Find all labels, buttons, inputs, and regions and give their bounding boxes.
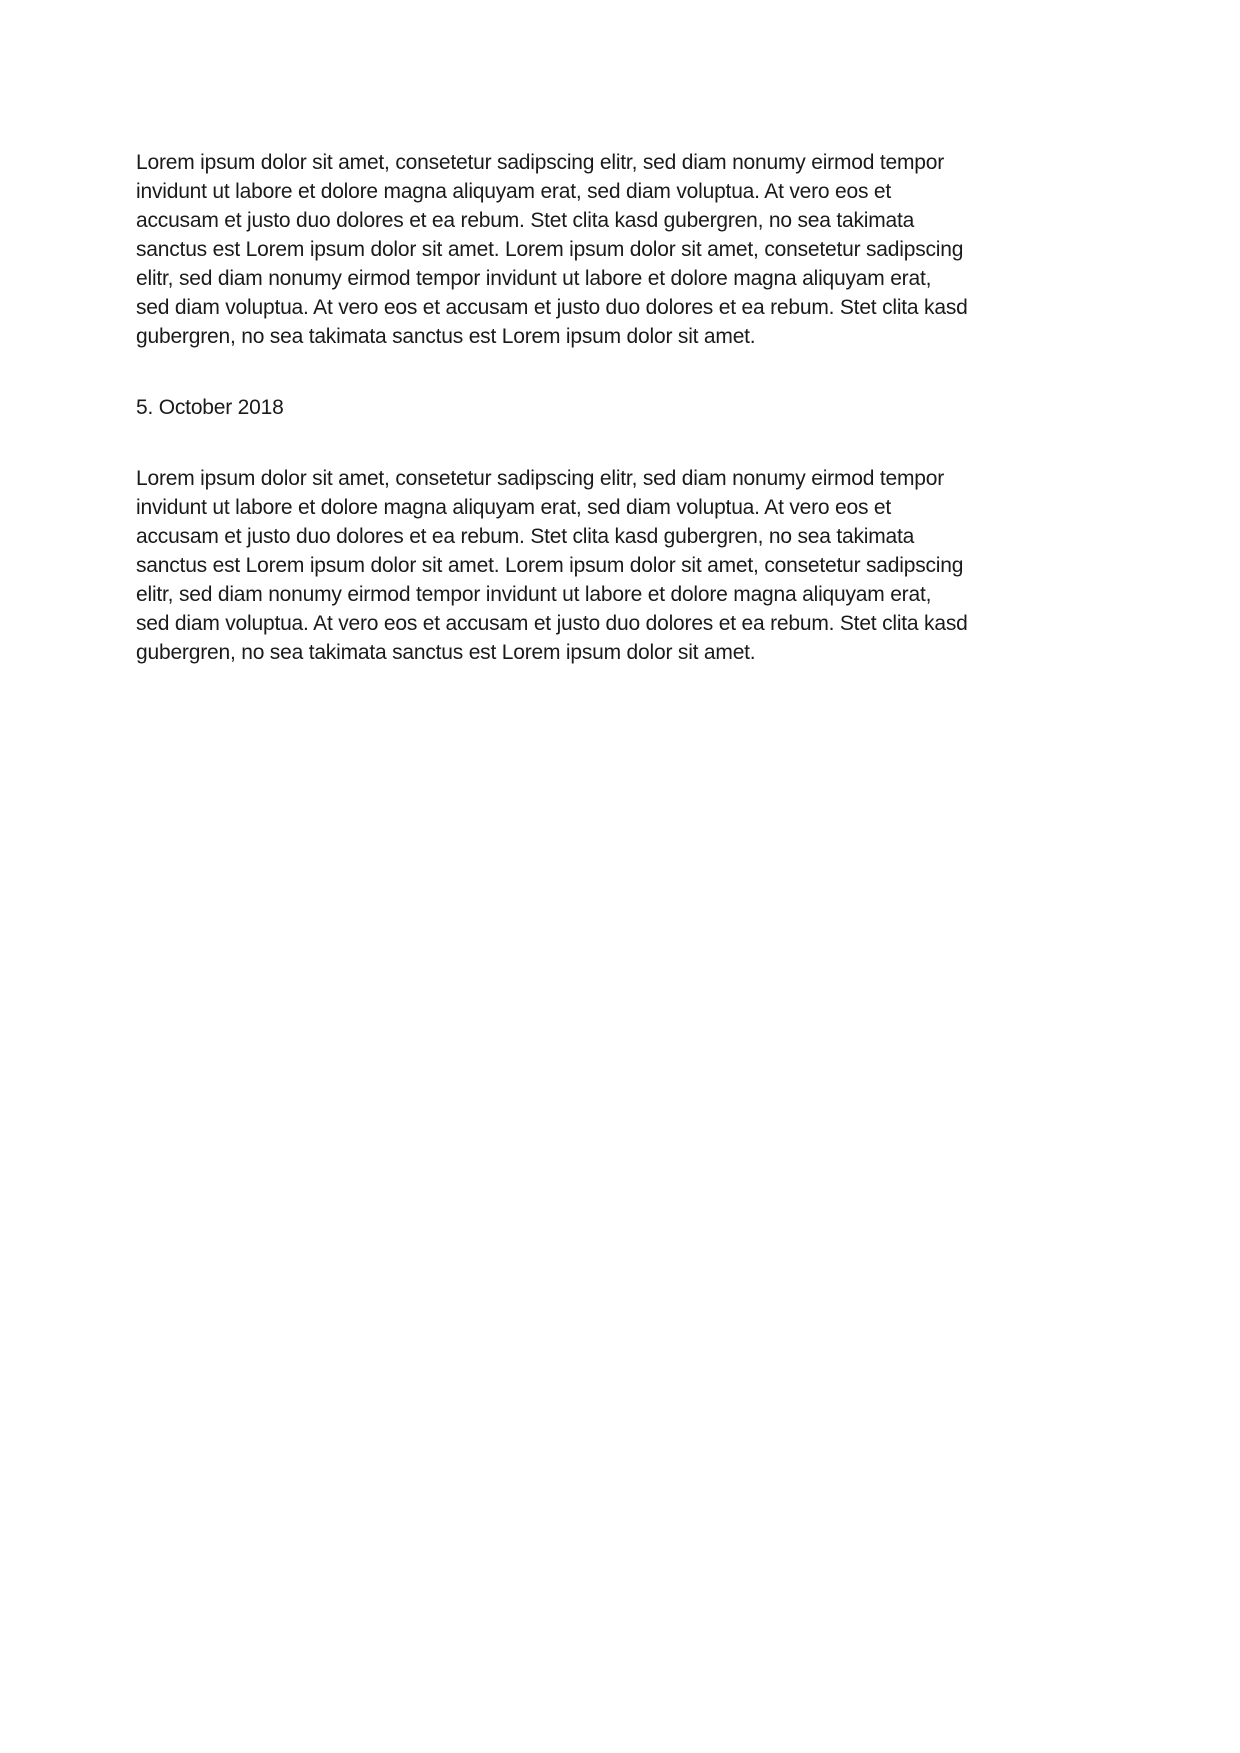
paragraph-2-line: gubergren, no sea takimata sanctus est Lorem ipsum dolor sit amet. <box>136 641 756 664</box>
paragraph-1-line: gubergren, no sea takimata sanctus est Lorem ipsum dolor sit amet. <box>136 325 756 348</box>
paragraph-2-line: invidunt ut labore et dolore magna aliquyam erat, sed diam voluptua. At vero eos et <box>136 496 892 519</box>
paragraph-1-line: invidunt ut labore et dolore magna aliquyam erat, sed diam voluptua. At vero eos et <box>136 180 892 203</box>
paragraph-2-line: sanctus est Lorem ipsum dolor sit amet. Lorem ipsum dolor sit amet, consetetur sadipscing <box>136 554 964 577</box>
paragraph-2 <box>136 464 1120 667</box>
date-heading: 5. October 2018 <box>136 396 284 419</box>
paragraph-2-line: Lorem ipsum dolor sit amet, consetetur sadipscing elitr, sed diam nonumy eirmod tempor <box>136 467 945 490</box>
paragraph-2-line: elitr, sed diam nonumy eirmod tempor invidunt ut labore et dolore magna aliquyam erat, <box>136 583 932 606</box>
paragraph-1 <box>136 148 1120 351</box>
paragraph-1-line: elitr, sed diam nonumy eirmod tempor invidunt ut labore et dolore magna aliquyam erat, <box>136 267 932 290</box>
paragraph-2-line: accusam et justo duo dolores et ea rebum. Stet clita kasd gubergren, no sea takimata <box>136 525 915 548</box>
paragraph-1-line: sanctus est Lorem ipsum dolor sit amet. Lorem ipsum dolor sit amet, consetetur sadipscing <box>136 238 964 261</box>
paragraph-1-line: Lorem ipsum dolor sit amet, consetetur sadipscing elitr, sed diam nonumy eirmod tempor <box>136 151 945 174</box>
paragraph-2-line: sed diam voluptua. At vero eos et accusam et justo duo dolores et ea rebum. Stet clita kasd <box>136 612 968 635</box>
paragraph-1-line: accusam et justo duo dolores et ea rebum. Stet clita kasd gubergren, no sea takimata <box>136 209 915 232</box>
document-content <box>136 148 1120 709</box>
paragraph-1-line: sed diam voluptua. At vero eos et accusam et justo duo dolores et ea rebum. Stet clita kasd <box>136 296 968 319</box>
